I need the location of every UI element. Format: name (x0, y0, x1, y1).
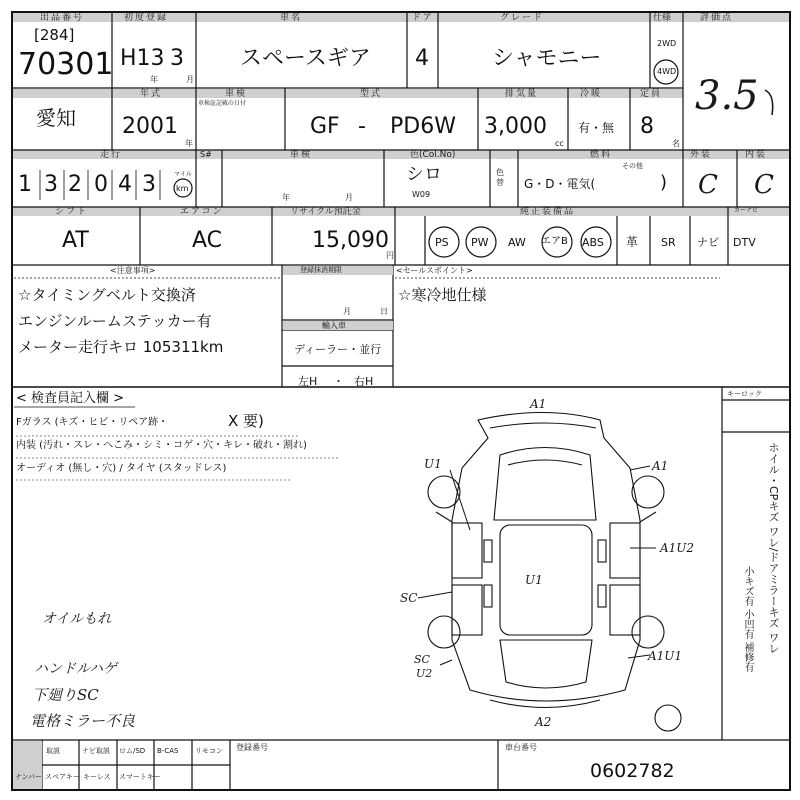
aircon-value: AC (192, 228, 223, 253)
reg-expiry-day: 日 (380, 307, 388, 316)
import-right: 右H (354, 375, 374, 388)
handwritten-note: 電格ミラー不良 (30, 712, 136, 730)
label-model-code: 型式 (360, 89, 383, 99)
vertical-legend-2: 小キズ有 小凹有 補修有 (742, 566, 753, 673)
reg-number-label: 登録番号 (236, 743, 268, 752)
vertical-legend-1: ホイル・CPキズ ワレ/ドアミラーキズ ワレ (767, 442, 780, 655)
mileage-digit: 0 (94, 172, 108, 197)
fuel-close: ) (660, 172, 668, 193)
diagram-mark: A1 (652, 459, 669, 473)
bottom-item: スペアキー (45, 773, 80, 781)
note-line: メーター走行キロ 105311km (18, 338, 224, 356)
label-aircon: エアコン (180, 207, 224, 217)
bottom-item: 取説 (46, 747, 60, 755)
label-recycle: リサイクル預託金 (290, 207, 361, 217)
label-car-name: 車名 (280, 13, 303, 23)
equip-navi: ナビ (697, 236, 719, 249)
note-line: ☆タイミングベルト交換済 (18, 286, 196, 304)
score-value: 3.5 (695, 73, 759, 119)
label-ac: 冷暖 (580, 89, 603, 99)
model-year-value: 2001 (122, 114, 178, 139)
diagram-mark: U1 (525, 573, 543, 587)
notes-label: <注意事項> (110, 266, 156, 275)
prefecture: 愛知 (36, 106, 76, 130)
sales-point-label: <セールスポイント> (396, 266, 473, 275)
sales-point: ☆寒冷地仕様 (398, 286, 487, 304)
note-line: エンジンルームステッカー有 (18, 312, 212, 330)
label-shift: シフト (55, 207, 89, 217)
equip-ps: PS (435, 236, 449, 249)
fuel-other: その他 (622, 162, 643, 170)
inspector-line-interior: 内装 (汚れ・スレ・へこみ・シミ・コゲ・穴・キレ・破れ・割れ) (16, 440, 307, 451)
import-dealer: ディーラー・並行 (294, 343, 382, 356)
first-reg-year-unit: 年 (150, 75, 158, 84)
equip-abs: ABS (582, 236, 604, 249)
drive-4wd: 4WD (657, 67, 677, 76)
reg-expiry-month: 月 (343, 307, 351, 316)
displacement-value: 3,000 (484, 114, 547, 139)
shaken-year-unit: 年 (282, 193, 290, 202)
color-code: W09 (412, 190, 431, 199)
inspector-line-glass: Fガラス (キズ・ヒビ・リペア跡・ (16, 417, 169, 428)
grade-value: シャモニー (492, 46, 602, 71)
interior-grade: C (754, 170, 774, 200)
reg-expiry-label: 登録抹消期限 (300, 266, 342, 274)
label-mileage: 走行 (100, 150, 123, 160)
handwritten-note: オイルもれ (42, 611, 112, 627)
label-exterior: 外装 (690, 150, 713, 160)
label-karnavi: カーナビ (734, 207, 759, 214)
label-score: 評価点 (700, 13, 734, 23)
ac-choice: 有・無 (578, 121, 615, 135)
label-doors: ドア (412, 13, 434, 23)
diagram-mark: U2 (416, 667, 433, 680)
color-name: シロ (406, 164, 442, 185)
bottom-item: ナンバー (15, 773, 43, 781)
model-year-unit: 年 (185, 139, 193, 148)
car-diagram (418, 413, 681, 732)
model-code-value: PD6W (390, 114, 456, 139)
shift-value: AT (62, 228, 89, 253)
diagram-mark: SC (400, 591, 418, 605)
model-dash: - (358, 114, 366, 139)
exterior-grade: C (698, 170, 718, 200)
displacement-unit: cc (555, 139, 564, 148)
unit-km: km (176, 184, 189, 193)
label-drive: 仕様 (653, 13, 672, 23)
color-change-label: 色替 (496, 168, 504, 188)
bottom-item: ナビ取説 (82, 747, 110, 755)
first-reg-month: 3 (170, 46, 184, 71)
capacity-value: 8 (640, 114, 654, 139)
first-reg-era: H13 (120, 46, 165, 71)
recycle-unit: 円 (386, 251, 394, 260)
bottom-item: B-CAS (157, 747, 179, 755)
car-name: スペースギア (240, 46, 371, 71)
label-model-year: 年式 (140, 89, 163, 99)
fuel-choices: G・D・電気( (524, 177, 596, 191)
recycle-value: 15,090 (312, 228, 389, 253)
diagram-mark: A1 (530, 397, 547, 411)
import-left: 左H (298, 375, 318, 388)
equip-leather: 革 (626, 235, 639, 249)
mileage-digit: 3 (142, 172, 156, 197)
equip-dtv: DTV (733, 236, 756, 249)
capacity-unit: 名 (672, 139, 680, 148)
label-color: 色(Col.No) (410, 150, 456, 160)
label-fuel: 燃料 (590, 150, 613, 160)
first-reg-month-unit: 月 (186, 75, 194, 84)
inspector-x-mark: X 要) (228, 412, 264, 430)
lot-tag: [284] (34, 26, 75, 44)
mileage-digit: 4 (118, 172, 132, 197)
label-s: S# (200, 150, 212, 159)
model-prefix: GF (310, 114, 340, 139)
bottom-item: キーレス (83, 773, 111, 781)
inspection-note: 車検証記載の日付 (198, 100, 247, 107)
label-interior: 内装 (745, 150, 768, 160)
handwritten-note: 下廻りSC (32, 686, 99, 704)
diagram-mark: SC (414, 653, 430, 666)
mileage-digits (14, 174, 184, 198)
bottom-item: リモコン (195, 747, 223, 755)
import-label: 輸入車 (322, 321, 346, 330)
label-first-reg: 初度登録 (124, 13, 169, 23)
inspector-line-audio: オーディオ (無し・穴) / タイヤ (スタッドレス) (16, 463, 227, 474)
import-dot: ・ (333, 375, 344, 388)
drive-2wd: 2WD (657, 39, 677, 48)
chassis-number: 0602782 (590, 760, 675, 782)
diagram-mark: A2 (535, 715, 552, 729)
lot-number: 70301 (18, 47, 114, 82)
keylock-label: キーロック (727, 390, 762, 398)
mileage-digit: 1 (18, 172, 32, 197)
diagram-mark: U1 (424, 457, 442, 471)
label-displacement: 排気量 (505, 89, 539, 99)
diagram-mark: A1U1 (648, 649, 683, 663)
mileage-digit: 3 (44, 172, 58, 197)
inspector-label: < 検査員記入欄 > (16, 391, 125, 406)
label-capacity: 定員 (640, 89, 663, 99)
unit-mile: マイル (174, 171, 192, 178)
diagram-mark: A1U2 (660, 541, 695, 555)
equip-pw: PW (471, 236, 489, 249)
equip-sr: SR (661, 236, 676, 249)
label-shaken: 車検 (290, 150, 313, 160)
mileage-digit: 2 (68, 172, 82, 197)
equip-aw: AW (508, 236, 526, 249)
bottom-item: スマートキー (119, 773, 161, 781)
shaken-month-unit: 月 (345, 193, 353, 202)
label-grade: グレード (500, 13, 545, 23)
label-lot: 出品番号 (40, 13, 85, 23)
handwritten-note: ハンドルハゲ (34, 661, 118, 677)
label-inspection: 車検 (225, 89, 248, 99)
doors-value: 4 (415, 46, 429, 71)
equip-airbag: エアB (541, 236, 568, 247)
chassis-label: 車台番号 (505, 743, 537, 752)
bottom-item: ロム/SD (119, 747, 146, 755)
label-equipment: 純正装備品 (520, 207, 576, 217)
